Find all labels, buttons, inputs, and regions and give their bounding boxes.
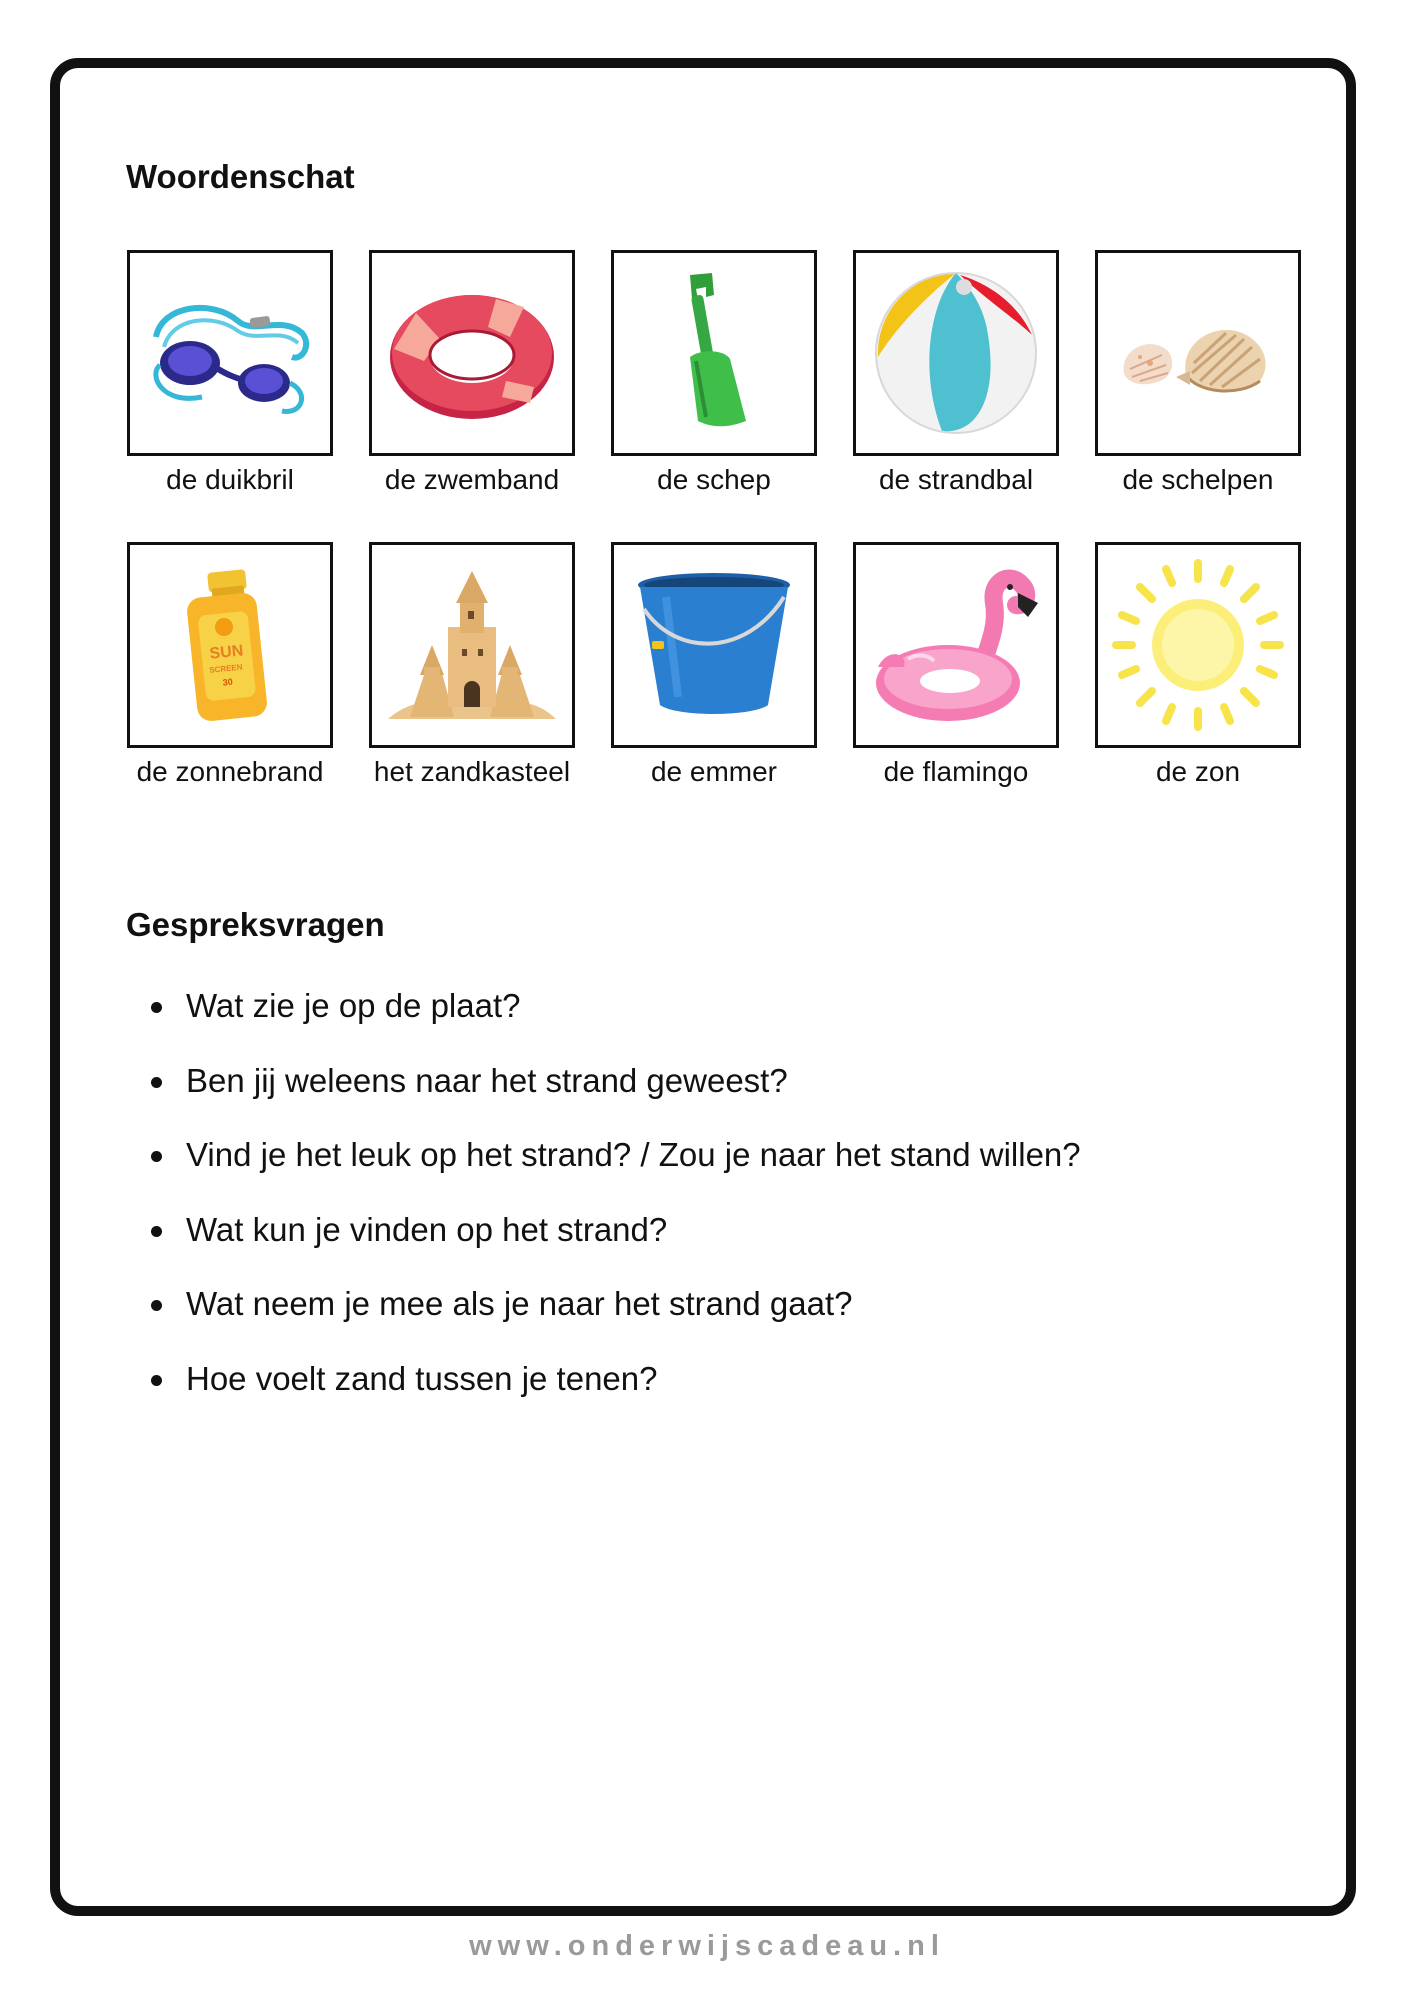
vocab-picture bbox=[853, 542, 1059, 748]
vocab-label: de strandbal bbox=[878, 464, 1034, 495]
question-item: Ben jij weleens naar het strand geweest? bbox=[126, 1061, 1276, 1136]
question-item: Hoe voelt zand tussen je tenen? bbox=[126, 1359, 1276, 1434]
vocab-picture bbox=[611, 542, 817, 748]
vocab-card-goggles bbox=[127, 250, 333, 496]
vocab-card-beach-ball bbox=[853, 250, 1059, 496]
swim-ring-icon bbox=[384, 265, 560, 441]
bottle-spf-text: 30 bbox=[222, 676, 234, 688]
vocab-label: de duikbril bbox=[166, 464, 294, 495]
sunscreen-bottle-icon bbox=[142, 557, 318, 733]
question-item: Wat kun je vinden op het strand? bbox=[126, 1210, 1276, 1285]
vocab-label: de schelpen bbox=[1122, 464, 1274, 495]
vocab-card-shovel bbox=[611, 250, 817, 496]
bucket-icon bbox=[626, 557, 802, 733]
vocab-card-sun bbox=[1095, 542, 1301, 788]
sun-icon bbox=[1110, 557, 1286, 733]
vocab-card-swim-ring bbox=[369, 250, 575, 496]
vocab-card-seashells bbox=[1095, 250, 1301, 496]
seashells-icon bbox=[1110, 265, 1286, 441]
vocab-heading: Woordenschat bbox=[126, 158, 355, 195]
shovel-icon bbox=[626, 265, 802, 441]
vocab-label: de emmer bbox=[650, 756, 778, 787]
question-item: Wat neem je mee als je naar het strand gaat? bbox=[126, 1284, 1276, 1359]
vocab-picture bbox=[369, 542, 575, 748]
questions-heading: Gespreksvragen bbox=[126, 906, 385, 943]
vocab-label: de zwemband bbox=[384, 464, 560, 495]
vocab-picture bbox=[1095, 250, 1301, 456]
vocab-card-flamingo bbox=[853, 542, 1059, 788]
footer-website: www.onderwijscadeau.nl bbox=[469, 1930, 945, 1962]
page-frame bbox=[50, 58, 1356, 1916]
vocab-card-bucket bbox=[611, 542, 817, 788]
beach-ball-icon bbox=[868, 265, 1044, 441]
vocab-card-sandcastle bbox=[369, 542, 575, 788]
vocab-label: de schep bbox=[657, 464, 771, 495]
question-item: Vind je het leuk op het strand? / Zou je naar het stand willen? bbox=[126, 1135, 1276, 1210]
vocab-label: de zonnebrand bbox=[136, 756, 324, 787]
sandcastle-icon bbox=[384, 557, 560, 733]
bottle-brand-text: SUN bbox=[208, 642, 245, 663]
vocab-picture bbox=[853, 250, 1059, 456]
vocab-label: het zandkasteel bbox=[373, 756, 571, 787]
vocab-picture bbox=[127, 250, 333, 456]
questions-list bbox=[126, 986, 1276, 1433]
vocab-label: de zon bbox=[1155, 756, 1241, 787]
question-item: Wat zie je op de plaat? bbox=[126, 986, 1276, 1061]
flamingo-float-icon bbox=[868, 557, 1044, 733]
vocab-picture bbox=[1095, 542, 1301, 748]
vocab-card-sunscreen bbox=[127, 542, 333, 788]
vocab-picture bbox=[127, 542, 333, 748]
vocab-picture bbox=[369, 250, 575, 456]
vocab-picture bbox=[611, 250, 817, 456]
goggles-icon bbox=[142, 265, 318, 441]
bottle-sub-text: SCREEN bbox=[208, 662, 243, 675]
vocab-label: de flamingo bbox=[883, 756, 1029, 787]
